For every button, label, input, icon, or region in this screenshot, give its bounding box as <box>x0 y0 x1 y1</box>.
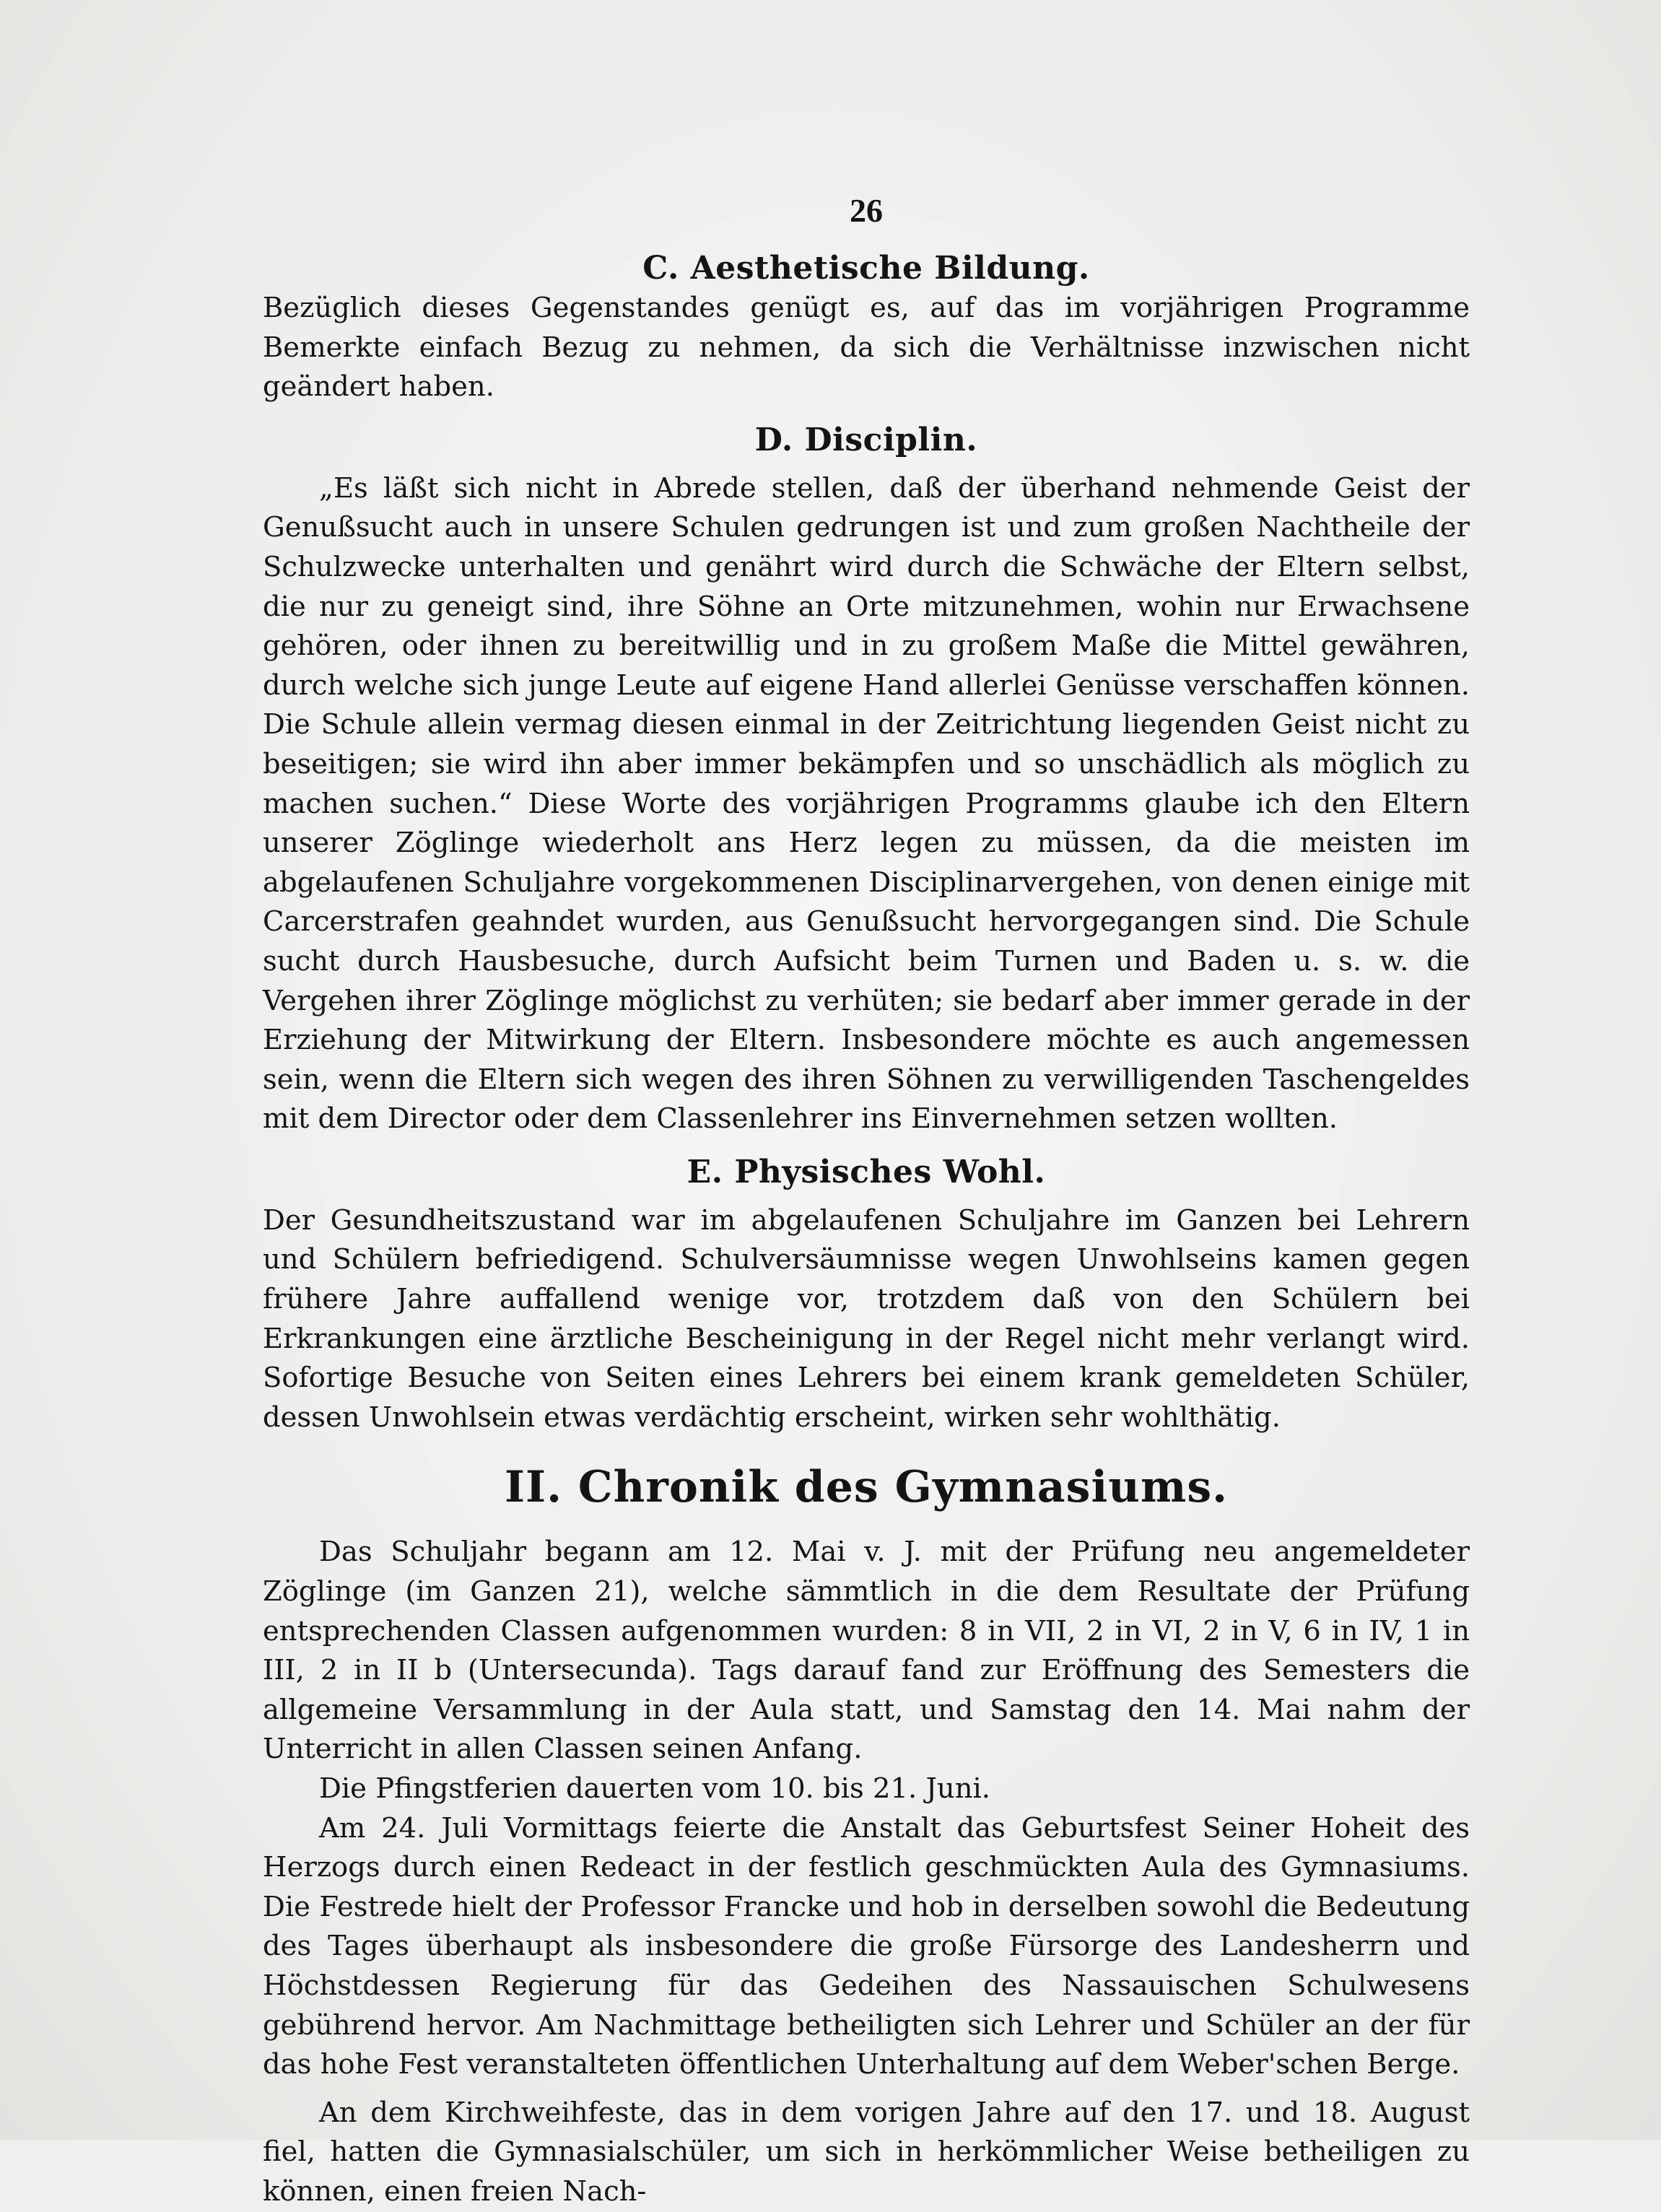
paragraph-chronik-pfingstferien: Die Pfingstferien dauerten vom 10. bis 21. Juni. <box>319 1772 991 1805</box>
heading-physisches-wohl: E. Physisches Wohl. <box>686 1153 1046 1190</box>
heading-chronik-des-gymnasiums: II. Chronik des Gymnasiums. <box>504 1462 1229 1513</box>
paragraph-physisches-wohl: Der Gesundheitszustand war im abgelaufenen Schuljahre im Ganzen bei Lehrern und Schülern befriedigend. Schulversäumnisse wegen Unwohlseins kamen gegen frühere Jahre auffallend wenige vor, trotzdem daß von den Schülern bei Erkrankungen eine ärztliche Bescheinigung in der Regel nicht mehr verlangt wird. Sofortige Besuche von Seiten eines Lehrers bei einem krank gemeldeten Schüler, dessen Unwohlsein etwas verdächtig erscheint, wirken sehr wohlthätig. <box>263 1203 1470 1434</box>
paragraph-chronik-schuljahr: Das Schuljahr begann am 12. Mai v. J. mit der Prüfung neu angemeldeter Zöglinge (im Ganzen 21), welche sämmtlich in die dem Resultate der Prüfung entsprechenden Classen aufgenommen wurden: 8 in VII, 2 in VI, 2 in V, 6 in IV, 1 in III, 2 in II b (Untersecunda). Tags darauf fand zur Eröffnung des Semesters die allgemeine Versammlung in der Aula statt, und Samstag den 14. Mai nahm der Unterricht in allen Classen seinen Anfang. <box>263 1536 1470 1766</box>
paragraph-chronik-geburtsfest: Am 24. Juli Vormittags feierte die Anstalt das Geburtsfest Seiner Hoheit des Herzogs durch einen Redeact in der festlich geschmückten Aula des Gymnasiums. Die Festrede hielt der Professor Francke und hob in derselben sowohl die Bedeutung des Tages überhaupt als insbesondere die große Fürsorge des Landesherrn und Höchstdessen Regierung für das Gedeihen des Nassauischen Schulwesens gebührend hervor. Am Nachmittage betheiligten sich Lehrer und Schüler an der für das hohe Fest veranstalteten öffentlichen Unterhaltung auf dem Weber'schen Berge. <box>263 1811 1470 2081</box>
heading-aesthetische-bildung: C. Aesthetische Bildung. <box>642 250 1090 287</box>
page-content <box>263 189 1470 2212</box>
paragraph-disciplin: „Es läßt sich nicht in Abrede stellen, daß der überhand nehmende Geist der Genußsucht auch in unsere Schulen gedrungen ist und zum großen Nachtheile der Schulzwecke unterhalten und genährt wird durch die Schwäche der Eltern selbst, die nur zu geneigt sind, ihre Söhne an Orte mitzunehmen, wohin nur Erwachsene gehören, oder ihnen zu bereitwillig und in zu großem Maße die Mittel gewähren, durch welche sich junge Leute auf eigene Hand allerlei Genüsse verschaffen können. Die Schule allein vermag diesen einmal in der Zeitrichtung liegenden Geist nicht zu beseitigen; sie wird ihn aber immer bekämpfen und so unschädlich als möglich zu machen suchen.“ Diese Worte des vorjährigen Programms glaube ich den Eltern unserer Zöglinge wiederholt ans Herz legen zu müssen, da die meisten im abgelaufenen Schuljahre vorgekommenen Disciplinarvergehen, von denen einige mit Carcerstrafen geahndet wurden, aus Genußsucht hervorgegangen sind. Die Schule sucht durch Hausbesuche, durch Aufsicht beim Turnen und Baden u. s. w. die Vergehen ihrer Zöglinge möglichst zu verhüten; sie bedarf aber immer gerade in der Erziehung der Mitwirkung der Eltern. Insbesondere möchte es auch angemessen sein, wenn die Eltern sich wegen des ihren Söhnen zu verwilligenden Taschengeldes mit dem Director oder dem Classenlehrer ins Einvernehmen setzen wollten. <box>263 471 1470 1136</box>
paragraph-chronik-kirchweihfest: An dem Kirchweihfeste, das in dem vorigen Jahre auf den 17. und 18. August fiel, hatten die Gymnasialschüler, um sich in herkömmlicher Weise betheiligen zu können, einen freien Nach- <box>263 2096 1470 2208</box>
page-number: 26 <box>850 192 883 229</box>
heading-disciplin: D. Disciplin. <box>754 421 978 458</box>
paragraph-aesthetische-bildung: Bezüglich dieses Gegenstandes genügt es, auf das im vorjährigen Programme Bemerkte einfach Bezug zu nehmen, da sich die Verhältnisse inzwischen nicht geändert haben. <box>263 292 1470 404</box>
